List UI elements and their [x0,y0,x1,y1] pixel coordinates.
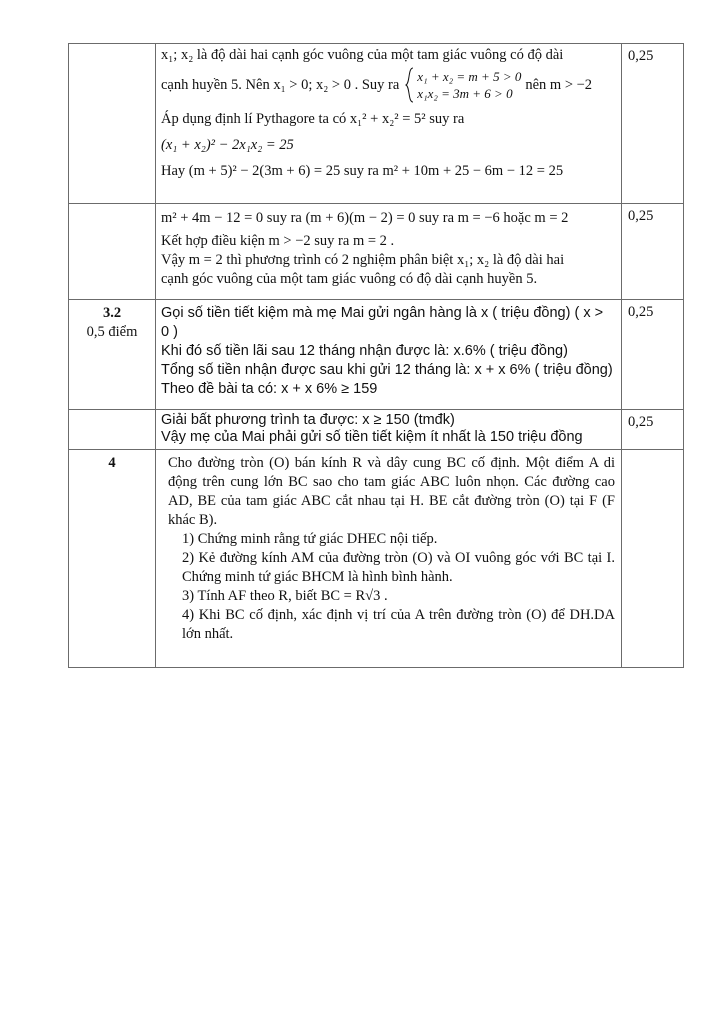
score-cell [622,44,684,204]
text-line: Theo đề bài ta có: x + x 6% ≥ 159 [161,381,378,397]
item-number: 3.2 [102,305,122,321]
table-row [69,410,684,450]
score-cell [622,450,684,668]
equation-line: x₁ + x₂ = m + 5 > 0 [417,69,522,84]
text-line: 0 ) [161,324,178,340]
text-line: Tổng số tiền nhận được sau khi gửi 12 tháng là: x + x 6% ( triệu đồng) [161,362,613,378]
solution-cell [156,410,622,450]
answer-table [68,43,684,668]
text-line: Hay (m + 5)² − 2(3m + 6) = 25 suy ra m² + 10m + 25 − 6m − 12 = 25 [161,163,564,179]
text-line: cạnh huyền 5. Nên x₁ > 0; x₂ > 0 . Suy ra [161,76,400,93]
item-label-cell [69,410,156,450]
task-item: 4) Khi BC cố định, xác định vị trí của A trên đường tròn (O) để DH.DA lớn nhất. [182,607,615,642]
score-cell [622,410,684,450]
solution-cell [156,44,622,204]
text-line: Kết hợp điều kiện m > −2 suy ra m = 2 . [161,233,395,249]
score-value: 0,25 [628,208,654,224]
problem-statement: Cho đường tròn (O) bán kính R và dây cung BC cố định. Một điểm A di động trên cung lớn BC sao cho tam giác ABC luôn nhọn. Các đường cao AD, BE của tam giác ABC cắt nhau tại H. BE cắt đường tròn (O) tại F (F khác B). [168,455,615,528]
task-item: 2) Kẻ đường kính AM của đường tròn (O) và OI vuông góc với BC tại I. Chứng minh tứ giác BHCM là hình bình hành. [182,550,615,585]
score-cell [622,300,684,410]
text-line: Gọi số tiền tiết kiệm mà mẹ Mai gửi ngân hàng là x ( triệu đồng) ( x > [161,305,604,321]
text-line: Vậy m = 2 thì phương trình có 2 nghiệm phân biệt x₁; x₂ là độ dài hai [161,252,565,268]
score-value: 0,25 [628,414,654,430]
solution-cell [156,204,622,300]
item-label-cell [69,450,156,668]
equation-system [417,68,521,102]
score-value: 0,25 [628,48,654,64]
score-cell [622,204,684,300]
item-label-cell [69,44,156,204]
text-line: Khi đó số tiền lãi sau 12 tháng nhận được là: x.6% ( triệu đồng) [161,343,568,359]
table-row [69,44,684,204]
text-line: Áp dụng định lí Pythagore ta có x₁² + x₂² = 5² suy ra [161,111,465,127]
problem-cell [156,450,622,668]
table-row [69,450,684,668]
item-label-cell [69,204,156,300]
solution-cell [156,300,622,410]
text-line: x₁; x₂ là độ dài hai cạnh góc vuông của một tam giác vuông có độ dài [161,47,564,63]
text-line: cạnh góc vuông của một tam giác vuông có độ dài cạnh huyền 5. [161,271,538,287]
brace-symbol [405,66,415,104]
text-line: m² + 4m − 12 = 0 suy ra (m + 6)(m − 2) = 0 suy ra m = −6 hoặc m = 2 [161,210,569,226]
text-line: Vậy mẹ của Mai phải gửi số tiền tiết kiệm ít nhất là 150 triệu đồng [161,429,583,445]
equation-line: x₁x₂ = 3m + 6 > 0 [417,86,513,101]
score-value: 0,25 [628,304,654,320]
equation-line: (x₁ + x₂)² − 2x₁x₂ = 25 [161,137,294,153]
table-row [69,204,684,300]
item-number: 4 [108,455,116,471]
text-line: nên m > −2 [525,76,593,93]
text-line: Giải bất phương trình ta được: x ≥ 150 (tmđk) [161,412,455,428]
task-item: 1) Chứng minh rằng tứ giác DHEC nội tiếp. [182,531,438,547]
item-label-cell [69,300,156,410]
task-item: 3) Tính AF theo R, biết BC = R√3 . [182,588,388,604]
table-row [69,300,684,410]
item-points: 0,5 điểm [86,324,138,340]
